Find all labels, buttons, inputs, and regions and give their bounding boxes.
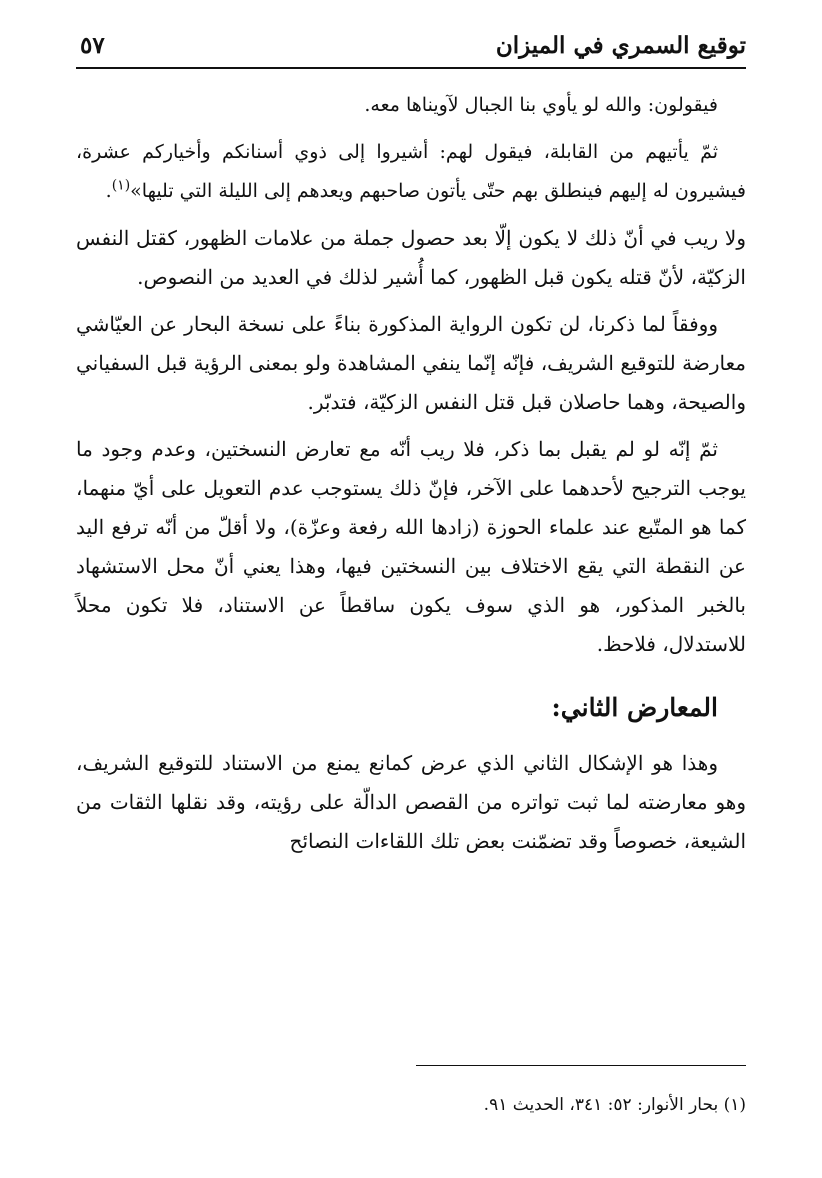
body-text <box>76 86 746 869</box>
paragraph-6: وهذا هو الإشكال الثاني الذي عرض كمانع يمنع من الاستناد للتوقيع الشريف، وهو معارضته لما ثبت تواتره من القصص الدالّة على رؤيته، وقد نقلها الثقات من الشيعة، خصوصاً وقد تضمّنت بعض تلك اللقاءات النصائح <box>76 751 746 853</box>
running-head <box>76 28 746 68</box>
footnote: (١) بحار الأنوار: ٥٢: ٣٤١، الحديث ٩١. <box>483 1095 746 1115</box>
paragraph-1: فيقولون: والله لو يأوي بنا الجبال لآويناها معه. <box>364 94 718 116</box>
footnote-marker: (١) <box>111 177 131 194</box>
header-rule <box>76 67 746 69</box>
paragraph-5: ثمّ إنّه لو لم يقبل بما ذكر، فلا ريب أنّه مع تعارض النسختين، وعدم وجود ما يوجب الترجيح لأحدهما على الآخر، فإنّ ذلك يستوجب عدم التعويل على أيّ منهما، كما هو المتّبع عند علماء الحوزة (زادها الله رفعة وعزّة)، ولا أقلّ من أنّه ترفع اليد عن النقطة التي يقع الاختلاف بين النسختين فيها، وهذا يعني أنّ محل الاستشهاد بالخبر المذكور، هو الذي سوف يكون ساقطاً عن الاستناد، فلا تكون محلاً للاستدلال، فلاحظ. <box>76 437 746 656</box>
paragraph-3: ولا ريب في أنّ ذلك لا يكون إلّا بعد حصول جملة من علامات الظهور، كقتل النفس الزكيّة، لأنّ قتله يكون قبل الظهور، كما أُشير لذلك في العديد من النصوص. <box>76 226 746 289</box>
paragraph-2 <box>76 133 746 211</box>
section-heading: المعارض الثاني: <box>551 693 718 722</box>
footnote-rule <box>416 1065 746 1066</box>
paragraph-2-end: . <box>105 180 112 202</box>
paragraph-4: ووفقاً لما ذكرنا، لن تكون الرواية المذكورة بناءً على نسخة البحار عن العيّاشي معارضة للتوقيع الشريف، فإنّه إنّما ينفي المشاهدة ولو بمعنى الرؤية قبل السفياني والصيحة، وهما حاصلان قبل قتل النفس الزكيّة، فتدبّر. <box>76 312 746 414</box>
page-number: ٥٧ <box>80 32 105 59</box>
paragraph-2-text: ثمّ يأتيهم من القابلة، فيقول لهم: أشيروا إلى ذوي أسنانكم وأخياركم عشرة، فيشيرون له إليهم فينطلق بهم حتّى يأتون صاحبهم ويعدهم إلى الليلة التي تليها» <box>76 141 746 202</box>
running-title: توقيع السمري في الميزان <box>495 32 746 59</box>
